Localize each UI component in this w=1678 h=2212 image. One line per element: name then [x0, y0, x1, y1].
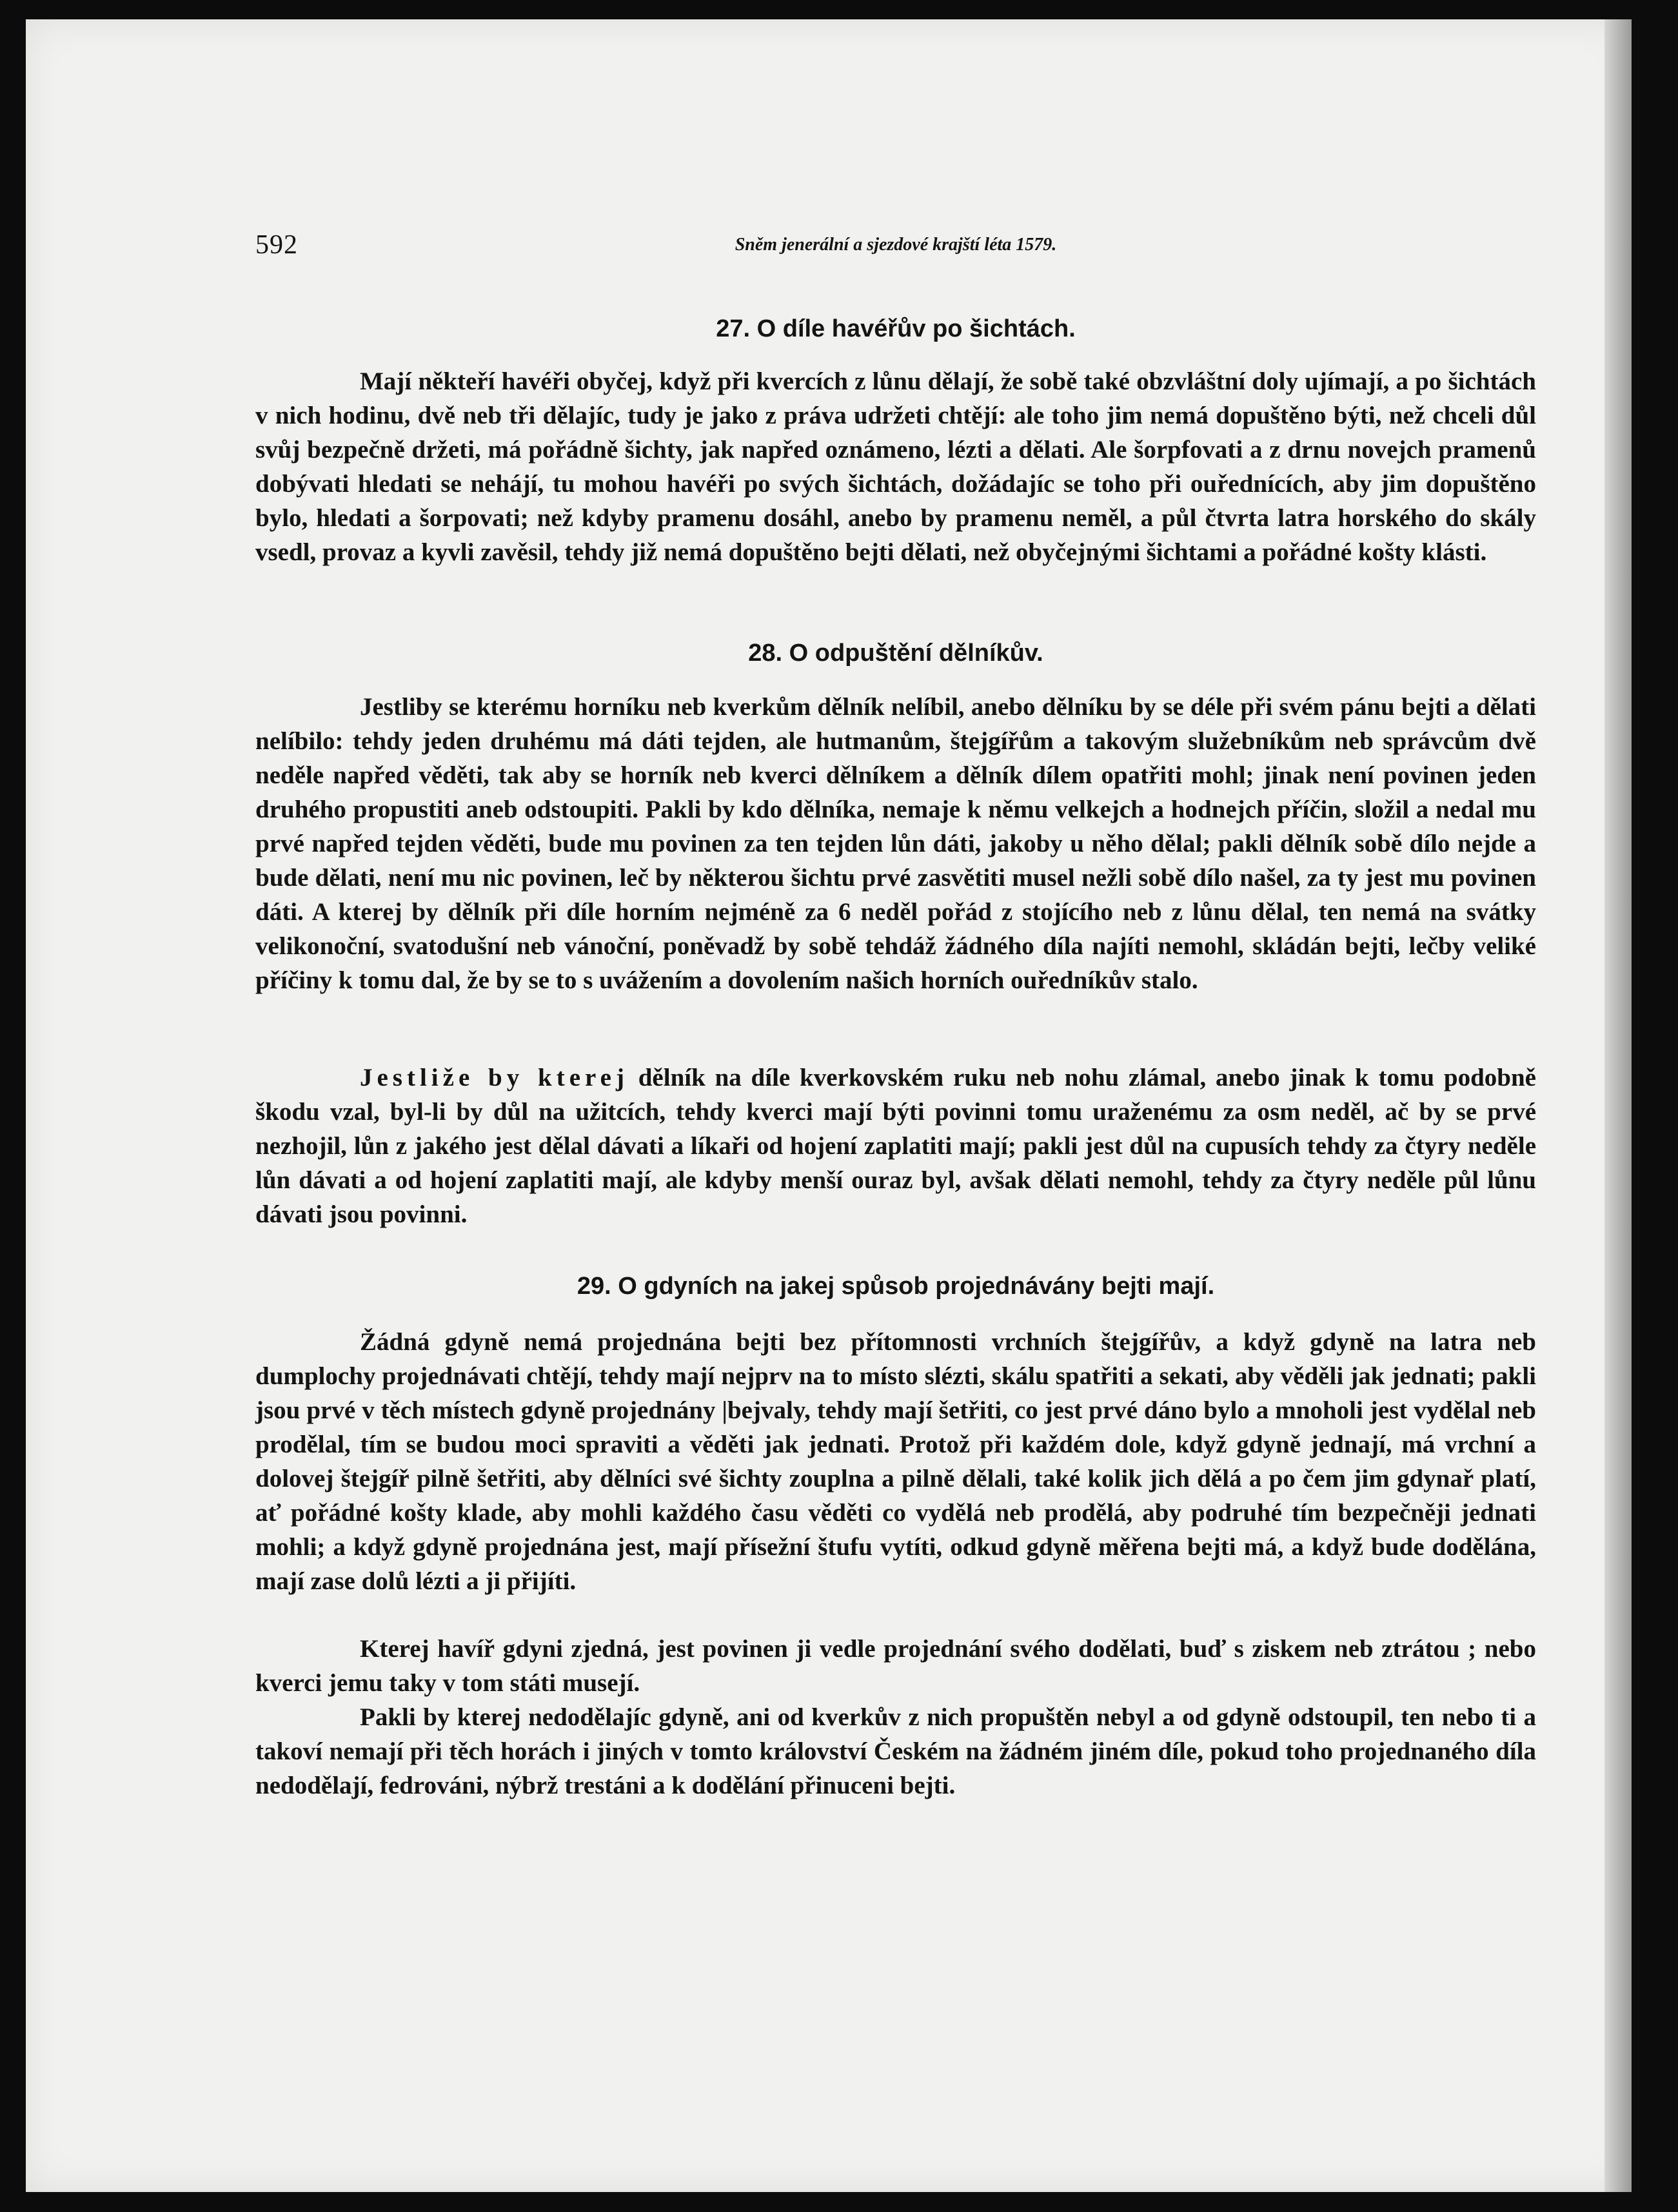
page-edge-shadow	[1604, 19, 1632, 2192]
spaced-opening-words: Jestliže by kterej	[360, 1064, 629, 1091]
running-title: Sněm jenerální a sjezdové krajští léta 1579.	[735, 235, 1057, 255]
page-number: 592	[255, 230, 298, 260]
section-29-heading: 29. O gdyních na jakej spůsob projednávány bejti mají.	[577, 1273, 1215, 1300]
section-27-paragraph-1: Mají někteří havéři obyčej, když při kvercích z lůnu dělají, že sobě také obzvláštní doly ujímají, a po šichtách v nich hodinu, dvě neb tři dělajíc, tudy je jako z práva udržeti chtějí: ale toho jim nemá dopuštěno býti, než chceli důl svůj bezpečně držeti, má pořádně šichty, jak napřed oznámeno, lézti a dělati. Ale šorpfovati a z drnu novejch pramenů dobývati hledati se nehájí, tu mohou havéři po svých šichtách, dožádajíc se toho při ouřednících, aby jim dopuštěno bylo, hledati a šorpovati; než kdyby pramenu dosáhl, anebo by pramenu neměl, a půl čtvrta latra horského do skály vsedl, provaz a kyvli zavěsil, tehdy již nemá dopuštěno bejti dělati, než obyčejnými šichtami a pořádné košty klásti.	[255, 367, 1536, 566]
section-28-paragraph-1: Jestliby se kterému horníku neb kverkům dělník nelíbil, anebo dělníku by se déle při svém pánu bejti a dělati nelíbilo: tehdy jeden druhému má dáti tejden, ale hutmanům, štejgířům a takovým služebníkům neb správcům dvě neděle napřed věděti, tak aby se horník neb kverci dělníkem a dělník dílem opatřiti mohl; jinak není povinen jeden druhého propustiti aneb odstoupiti. Pakli by kdo dělníka, nemaje k němu velkejch a hodnejch příčin, složil a nedal mu prvé napřed tejden věděti, bude mu povinen za ten tejden lůn dáti, jakoby u něho dělal; pakli dělník sobě dílo nejde a bude dělati, není mu nic povinen, leč by některou šichtu prvé zasvětiti musel nežli sobě dílo našel, za ty jest mu povinen dáti. A kterej by dělník při díle horním nejméně za 6 neděl pořád z stojícího neb z lůnu dělal, ten nemá na svátky velikonoční, svatodušní neb vánoční, poněvadž by sobě tehdáž žádného díla najíti nemohl, skládán bejti, lečby veliké příčiny k tomu dal, že by se to s uvážením a dovolením našich horních ouředníkův stalo.	[255, 693, 1536, 994]
document-page	[26, 19, 1632, 2192]
section-29-paragraph-1: Žádná gdyně nemá projednána bejti bez přítomnosti vrchních štejgířův, a když gdyně na latra neb dumplochy projednávati chtějí, tehdy mají nejprv na to místo slézti, skálu spatřiti a sekati, aby věděli jak jednati; pakli jsou prvé v těch místech gdyně projednány |bejvaly, tehdy mají šetřiti, co jest prvé dáno bylo a mnoholi jest vydělal neb prodělal, tím se budou moci spraviti a věděti jak jednati. Protož při každém dole, když gdyně jednají, má vrchní a dolovej štejgíř pilně šetřiti, aby dělníci své šichty zouplna a pilně dělali, také kolik jich dělá a po čem jim gdynař platí, ať pořádné košty klade, aby mohli každého času věděti co vydělá neb prodělá, aby podruhé tím bezpečněji jednati mohli; a když gdyně projednána jest, mají přísežní štufu vytíti, odkud gdyně měřena bejti má, a když bude dodělána, mají zase dolů lézti a ji přijíti.	[255, 1328, 1536, 1595]
section-28-paragraph-2	[255, 1061, 1536, 1231]
paragraph-first-line-rest: dělník na díle kverkovském ruku neb nohu zlámal, anebo jinak k tomu	[638, 1064, 1435, 1091]
section-27-heading: 27. O díle havéřův po šichtách.	[716, 315, 1076, 342]
paragraph-continuation: podobně škodu vzal, byl-li by důl na užitcích, tehdy kverci mají býti povinni tomu uraženému za osm neděl, ač by se prvé nezhojil, lůn z jakého jest dělal dávati a líkaři od hojení zaplatiti mají; pakli jest důl na cupusích tehdy za čtyry neděle lůn dávati a od hojení zaplatiti mají, ale kdyby menší ouraz byl, avšak dělati nemohl, tehdy za čtyry neděle půl lůnu dávati jsou povinni.	[255, 1064, 1536, 1228]
running-header	[255, 230, 1536, 268]
section-28-heading: 28. O odpuštění dělníkův.	[748, 640, 1043, 667]
section-29-paragraph-2: Kterej havíř gdyni zjedná, jest povinen ji vedle projednání svého dodělati, buď s ziskem neb ztrátou ; nebo kverci jemu taky v tom státi musejí.	[255, 1635, 1536, 1697]
section-29-paragraph-3: Pakli by kterej nedodělajíc gdyně, ani od kverkův z nich propuštěn nebyl a od gdyně odstoupil, ten nebo ti a takoví nemají při těch horách i jiných v tomto království Českém na žádném jiném díle, pokud toho projednaného díla nedodělají, fedrováni, nýbrž trestáni a k dodělání přinuceni bejti.	[255, 1703, 1536, 1799]
